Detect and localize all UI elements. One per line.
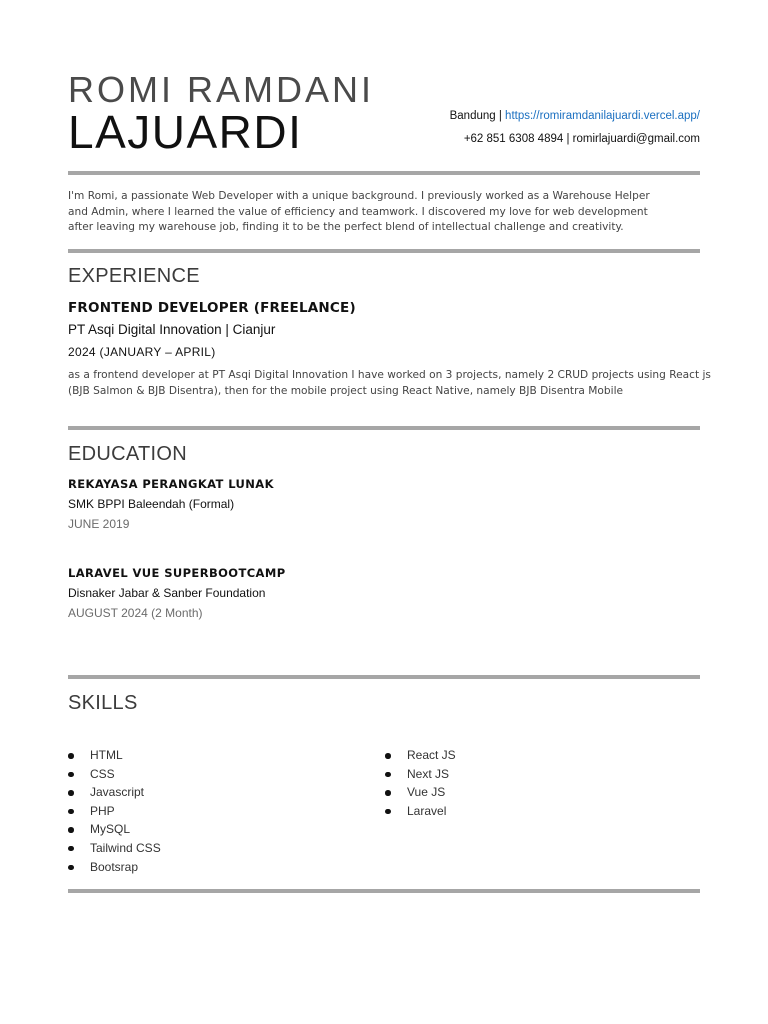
education-date: JUNE 2019 (68, 517, 130, 531)
job-description-line: (BJB Salmon & BJB Disentra), then for the mobile project using React Native, namely BJB Disentra Mobile (68, 384, 624, 397)
skill-label: Next JS (407, 766, 450, 781)
education-school: SMK BPPI Baleendah (Formal) (68, 497, 235, 511)
first-name: ROMI RAMDANI (68, 69, 374, 110)
experience-heading: EXPERIENCE (68, 265, 200, 287)
skills-list-right (385, 746, 456, 820)
contact-line-phone-email (464, 133, 700, 145)
job-description-line: as a frontend developer at PT Asqi Digital Innovation I have worked on 3 projects, namely 2 CRUD projects using React js (68, 369, 711, 381)
skill-label: Vue JS (407, 785, 446, 800)
contact-line-location (450, 110, 700, 122)
city: Bandung (449, 110, 496, 122)
job-date: 2024 (JANUARY – APRIL) (68, 345, 216, 359)
education-date: AUGUST 2024 (2 Month) (68, 606, 203, 620)
bullet-icon (385, 809, 391, 815)
skill-item (68, 858, 161, 877)
education-school: Disnaker Jabar & Sanber Foundation (68, 586, 266, 600)
job-company: PT Asqi Digital Innovation | Cianjur (68, 322, 276, 337)
skill-item (385, 765, 456, 784)
skill-label: Laravel (407, 803, 447, 818)
skill-item (68, 820, 161, 839)
website-link[interactable]: https://romiramdanilajuardi.vercel.app/ (505, 110, 700, 122)
bullet-icon (68, 865, 74, 871)
bullet-icon (68, 772, 74, 778)
summary-line: and Admin, where I learned the value of efficiency and teamwork. I discovered my love for web development (68, 205, 648, 218)
skill-item (68, 839, 161, 858)
phone: +62 851 6308 4894 (463, 133, 564, 145)
skills-list-left (68, 746, 161, 876)
skill-label: MySQL (90, 822, 131, 837)
bullet-icon (68, 827, 74, 833)
bullet-icon (385, 772, 391, 778)
skills-heading: SKILLS (68, 692, 138, 714)
email[interactable]: romirlajuardi@gmail.com (572, 133, 700, 145)
separator: | (563, 133, 573, 145)
skill-item (385, 802, 456, 821)
skill-item (385, 783, 456, 802)
bullet-icon (385, 790, 391, 796)
divider (68, 426, 700, 430)
last-name: LAJUARDI (68, 106, 303, 158)
education-heading: EDUCATION (68, 443, 187, 465)
education-degree: LARAVEL VUE SUPERBOOTCAMP (68, 566, 286, 580)
summary-line: after leaving my warehouse job, finding it to be the perfect blend of intellectual challenge and creativity. (68, 221, 624, 233)
bullet-icon (68, 790, 74, 796)
bullet-icon (68, 753, 74, 759)
summary (68, 189, 648, 236)
skill-item (385, 746, 456, 765)
divider (68, 675, 700, 679)
education-degree: REKAYASA PERANGKAT LUNAK (68, 477, 274, 491)
bullet-icon (385, 753, 391, 759)
divider (68, 889, 700, 893)
skill-label: CSS (90, 766, 115, 781)
bullet-icon (68, 809, 74, 815)
divider (68, 171, 700, 175)
job-title: FRONTEND DEVELOPER (FREELANCE) (68, 300, 356, 316)
skill-item (68, 802, 161, 821)
skill-label: Javascript (90, 785, 145, 800)
divider (68, 249, 700, 253)
skill-item (68, 783, 161, 802)
bullet-icon (68, 846, 74, 852)
skill-label: Tailwind CSS (90, 840, 161, 855)
job-description (68, 368, 711, 399)
skill-item (68, 765, 161, 784)
summary-line: I'm Romi, a passionate Web Developer with a unique background. I previously worked as a Warehouse Helper (68, 190, 650, 202)
separator: | (495, 110, 506, 122)
skill-label: PHP (90, 803, 115, 818)
skill-label: Bootsrap (90, 859, 139, 874)
skill-label: React JS (407, 748, 456, 762)
skill-label: HTML (90, 748, 123, 762)
skill-item (68, 746, 161, 765)
